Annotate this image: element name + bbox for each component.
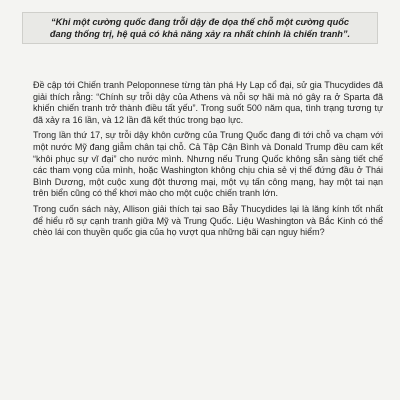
paragraph-seventeenth: Trong lần thứ 17, sự trỗi dậy khôn cưỡng của Trung Quốc đang đi tới chỗ va chạm với một nước Mỹ đang giẫm chân tại chỗ. Cả Tập Cận Bình và Donald Trump đều cam kết “khôi phục sự vĩ đại” cho nước mình. Nhưng nếu Trung Quốc không sẵn sàng tiết chế các tham vọng của mình, hoặc Washington không chịu chia sẻ vị thế đứng đầu ở Thái Bình Dương, một cuộc xung đột thương mại, một vụ tấn công mạng, hay một tai nạn trên biển cũng có thể khơi mào cho một cuộc chiến tranh lớn.: [33, 130, 383, 199]
pull-quote-line-2: đang thống trị, hệ quả có khả năng xảy ra nhất chính là chiến tranh”.: [49, 29, 351, 39]
paragraph-thucydides: Đề cập tới Chiến tranh Peloponnese từng tàn phá Hy Lạp cổ đại, sử gia Thucydides đã giải thích rằng: “Chính sự trỗi dậy của Athens và nỗi sợ hãi mà nó gây ra ở Sparta đã khiến chiến tranh trở thành điều tất yếu”. Trong suốt 500 năm qua, tình trạng tương tự đã xảy ra 16 lần, và 12 lần đã kết thúc trong bạo lực.: [33, 80, 383, 125]
pull-quote-line-1: “Khi một cường quốc đang trỗi dậy đe dọa thế chỗ một cường quốc: [50, 17, 350, 27]
blurb-body: [33, 80, 383, 243]
paragraph-allison: Trong cuốn sách này, Allison giải thích tại sao Bẫy Thucydides lại là lăng kính tốt nhất để hiểu rõ sự cạnh tranh giữa Mỹ và Trung Quốc. Liệu Washington và Bắc Kinh có thể chèo lái con thuyền quốc gia của họ vượt qua những bãi cạn nguy hiểm?: [33, 203, 383, 238]
pull-quote-box: [22, 12, 378, 44]
